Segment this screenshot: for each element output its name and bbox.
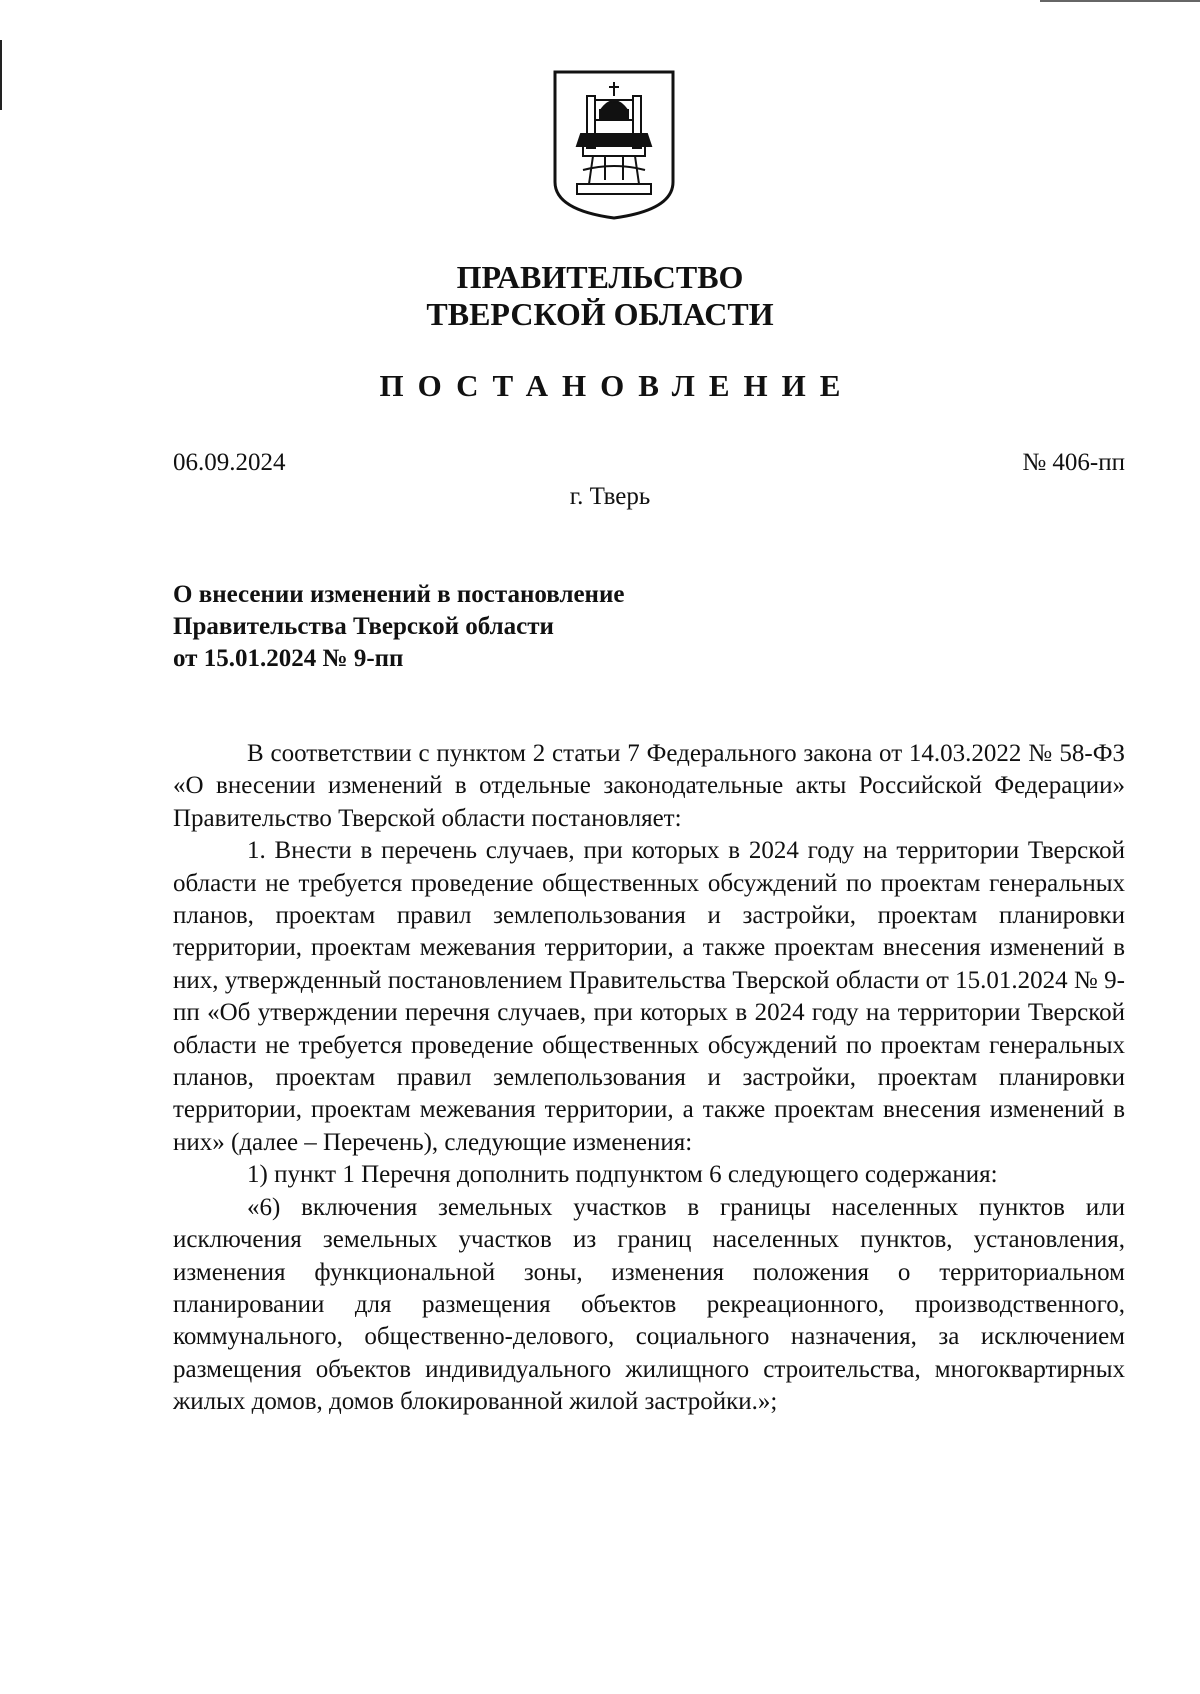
document-body xyxy=(173,738,1125,1419)
document-title xyxy=(173,579,624,675)
organization-name-line-1: ПРАВИТЕЛЬСТВО xyxy=(456,259,744,295)
document-number: № 406-пп xyxy=(1022,449,1125,476)
document-title-line: Правительства Тверской области xyxy=(173,613,554,640)
coat-of-arms-icon xyxy=(553,70,675,220)
document-city: г. Тверь xyxy=(569,483,651,510)
scan-edge-mark xyxy=(0,40,2,110)
body-paragraph: В соответствии с пунктом 2 статьи 7 Федерального закона от 14.03.2022 № 58-ФЗ «О внесении изменений в отдельные законодательные акты Российской Федерации» Правительство Тверской области постановляет: xyxy=(173,740,1125,832)
scan-edge-mark xyxy=(1040,0,1200,2)
body-paragraph: «6) включения земельных участков в границы населенных пунктов или исключения земельных участков из границ населенных пунктов, установления, изменения функциональной зоны, изменения положения о территориальном планировании для размещения объектов рекреационного, производственного, коммунального, общественно-делового, социального назначения, за исключением размещения объектов индивидуального жилищного строительства, многоквартирных жилых домов, домов блокированной жилой застройки.»; xyxy=(173,1193,1125,1416)
organization-name-line-2: ТВЕРСКОЙ ОБЛАСТИ xyxy=(426,296,774,332)
document-title-line: О внесении изменений в постановление xyxy=(173,581,625,608)
body-paragraph: 1. Внести в перечень случаев, при которых в 2024 году на территории Тверской области не требуется проведение общественных обсуждений по проектам генеральных планов, проектам правил землепользования и застройки, проектам планировки территории, проектам межевания территории, а также проектам внесения изменений в них, утвержденный постановлением Правительства Тверской области от 15.01.2024 № 9-пп «Об утверждении перечня случаев, при которых в 2024 году на территории Тверской области не требуется проведение общественных обсуждений по проектам генеральных планов, проектам правил землепользования и застройки, проектам планировки территории, проектам межевания территории, а также проектам внесения изменений в них» (далее – Перечень), следующие изменения: xyxy=(173,837,1125,1156)
body-paragraph: 1) пункт 1 Перечня дополнить подпунктом 6 следующего содержания: xyxy=(247,1161,998,1189)
document-date: 06.09.2024 xyxy=(173,449,286,476)
document-type: ПОСТАНОВЛЕНИЕ xyxy=(379,368,855,403)
document-title-line: от 15.01.2024 № 9-пп xyxy=(173,645,404,672)
